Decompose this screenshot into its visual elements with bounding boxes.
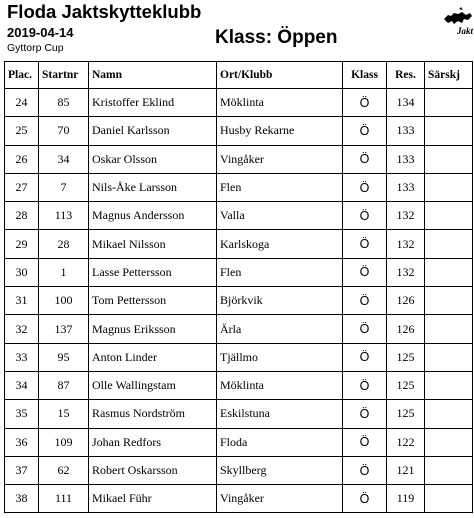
col-header-sarskj: Särskj	[425, 62, 473, 89]
cell-klass: Ö	[343, 89, 387, 117]
cell-ort: Floda	[217, 428, 343, 456]
cell-res: 121	[387, 456, 425, 484]
cell-plac: 32	[5, 315, 39, 343]
cell-sarskj	[425, 456, 473, 484]
cell-sarskj	[425, 371, 473, 399]
cell-res: 132	[387, 202, 425, 230]
cell-klass: Ö	[343, 145, 387, 173]
cell-namn: Magnus Eriksson	[89, 315, 217, 343]
cell-startnr: 137	[39, 315, 89, 343]
col-header-klass: Klass	[343, 62, 387, 89]
cell-startnr: 28	[39, 230, 89, 258]
event-name: Gyttorp Cup	[7, 42, 64, 54]
cell-plac: 30	[5, 258, 39, 286]
cell-plac: 35	[5, 400, 39, 428]
cell-startnr: 111	[39, 485, 89, 513]
cell-klass: Ö	[343, 428, 387, 456]
table-row	[5, 173, 473, 201]
cell-klass: Ö	[343, 258, 387, 286]
cell-sarskj	[425, 230, 473, 258]
cell-klass: Ö	[343, 485, 387, 513]
cell-namn: Tom Pettersson	[89, 287, 217, 315]
cell-sarskj	[425, 258, 473, 286]
cell-res: 132	[387, 258, 425, 286]
cell-res: 122	[387, 428, 425, 456]
cell-plac: 24	[5, 89, 39, 117]
table-row	[5, 287, 473, 315]
table-row	[5, 456, 473, 484]
cell-sarskj	[425, 117, 473, 145]
cell-klass: Ö	[343, 287, 387, 315]
cell-plac: 26	[5, 145, 39, 173]
table-row	[5, 485, 473, 513]
table-row	[5, 371, 473, 399]
cell-namn: Lasse Pettersson	[89, 258, 217, 286]
cell-plac: 25	[5, 117, 39, 145]
table-row	[5, 145, 473, 173]
cell-plac: 38	[5, 485, 39, 513]
cell-res: 125	[387, 400, 425, 428]
table-row	[5, 202, 473, 230]
cell-sarskj	[425, 173, 473, 201]
cell-plac: 34	[5, 371, 39, 399]
cell-res: 134	[387, 89, 425, 117]
cell-namn: Olle Wallingstam	[89, 371, 217, 399]
cell-sarskj	[425, 287, 473, 315]
cell-ort: Ärla	[217, 315, 343, 343]
cell-sarskj	[425, 428, 473, 456]
club-title: Floda Jaktskytteklubb	[7, 1, 202, 22]
col-header-namn: Namn	[89, 62, 217, 89]
cell-sarskj	[425, 315, 473, 343]
cell-res: 125	[387, 371, 425, 399]
cell-sarskj	[425, 202, 473, 230]
cell-plac: 37	[5, 456, 39, 484]
table-row	[5, 428, 473, 456]
cell-sarskj	[425, 89, 473, 117]
cell-klass: Ö	[343, 230, 387, 258]
class-title: Klass: Öppen	[215, 27, 338, 48]
cell-klass: Ö	[343, 371, 387, 399]
cell-ort: Möklinta	[217, 371, 343, 399]
cell-ort: Vingåker	[217, 485, 343, 513]
cell-ort: Karlskoga	[217, 230, 343, 258]
cell-klass: Ö	[343, 456, 387, 484]
cell-klass: Ö	[343, 343, 387, 371]
cell-plac: 36	[5, 428, 39, 456]
cell-klass: Ö	[343, 202, 387, 230]
cell-res: 119	[387, 485, 425, 513]
cell-plac: 29	[5, 230, 39, 258]
cell-namn: Oskar Olsson	[89, 145, 217, 173]
cell-ort: Möklinta	[217, 89, 343, 117]
table-row	[5, 230, 473, 258]
cell-startnr: 1	[39, 258, 89, 286]
cell-ort: Eskilstuna	[217, 400, 343, 428]
cell-namn: Robert Oskarsson	[89, 456, 217, 484]
cell-namn: Magnus Andersson	[89, 202, 217, 230]
cell-ort: Björkvik	[217, 287, 343, 315]
event-date: 2019-04-14	[7, 25, 74, 40]
cell-startnr: 95	[39, 343, 89, 371]
cell-ort: Flen	[217, 258, 343, 286]
cell-namn: Anton Linder	[89, 343, 217, 371]
cell-ort: Skyllberg	[217, 456, 343, 484]
cell-klass: Ö	[343, 400, 387, 428]
club-logo-icon	[442, 4, 474, 40]
cell-startnr: 100	[39, 287, 89, 315]
cell-ort: Vingåker	[217, 145, 343, 173]
cell-ort: Tjällmo	[217, 343, 343, 371]
cell-namn: Mikael Nilsson	[89, 230, 217, 258]
cell-res: 125	[387, 343, 425, 371]
cell-klass: Ö	[343, 117, 387, 145]
cell-res: 133	[387, 173, 425, 201]
cell-startnr: 113	[39, 202, 89, 230]
cell-res: 133	[387, 117, 425, 145]
col-header-startnr: Startnr	[39, 62, 89, 89]
cell-res: 126	[387, 287, 425, 315]
col-header-plac: Plac.	[5, 62, 39, 89]
results-table	[4, 61, 473, 513]
cell-sarskj	[425, 485, 473, 513]
cell-sarskj	[425, 343, 473, 371]
table-row	[5, 117, 473, 145]
cell-namn: Kristoffer Eklind	[89, 89, 217, 117]
col-header-ort: Ort/Klubb	[217, 62, 343, 89]
table-row	[5, 89, 473, 117]
cell-ort: Flen	[217, 173, 343, 201]
cell-namn: Mikael Führ	[89, 485, 217, 513]
cell-namn: Johan Redfors	[89, 428, 217, 456]
cell-klass: Ö	[343, 173, 387, 201]
col-header-res: Res.	[387, 62, 425, 89]
cell-sarskj	[425, 145, 473, 173]
table-header-row	[5, 62, 473, 89]
cell-ort: Husby Rekarne	[217, 117, 343, 145]
table-row	[5, 258, 473, 286]
table-row	[5, 343, 473, 371]
cell-plac: 33	[5, 343, 39, 371]
cell-startnr: 70	[39, 117, 89, 145]
table-row	[5, 400, 473, 428]
cell-startnr: 87	[39, 371, 89, 399]
cell-startnr: 15	[39, 400, 89, 428]
cell-sarskj	[425, 400, 473, 428]
cell-ort: Valla	[217, 202, 343, 230]
table-row	[5, 315, 473, 343]
cell-res: 133	[387, 145, 425, 173]
cell-startnr: 34	[39, 145, 89, 173]
cell-startnr: 7	[39, 173, 89, 201]
cell-res: 132	[387, 230, 425, 258]
cell-startnr: 85	[39, 89, 89, 117]
cell-startnr: 62	[39, 456, 89, 484]
cell-plac: 28	[5, 202, 39, 230]
cell-res: 126	[387, 315, 425, 343]
cell-namn: Rasmus Nordström	[89, 400, 217, 428]
cell-plac: 27	[5, 173, 39, 201]
cell-startnr: 109	[39, 428, 89, 456]
cell-namn: Daniel Karlsson	[89, 117, 217, 145]
cell-plac: 31	[5, 287, 39, 315]
logo-text: Jakt	[457, 26, 474, 36]
cell-klass: Ö	[343, 315, 387, 343]
cell-namn: Nils-Åke Larsson	[89, 173, 217, 201]
